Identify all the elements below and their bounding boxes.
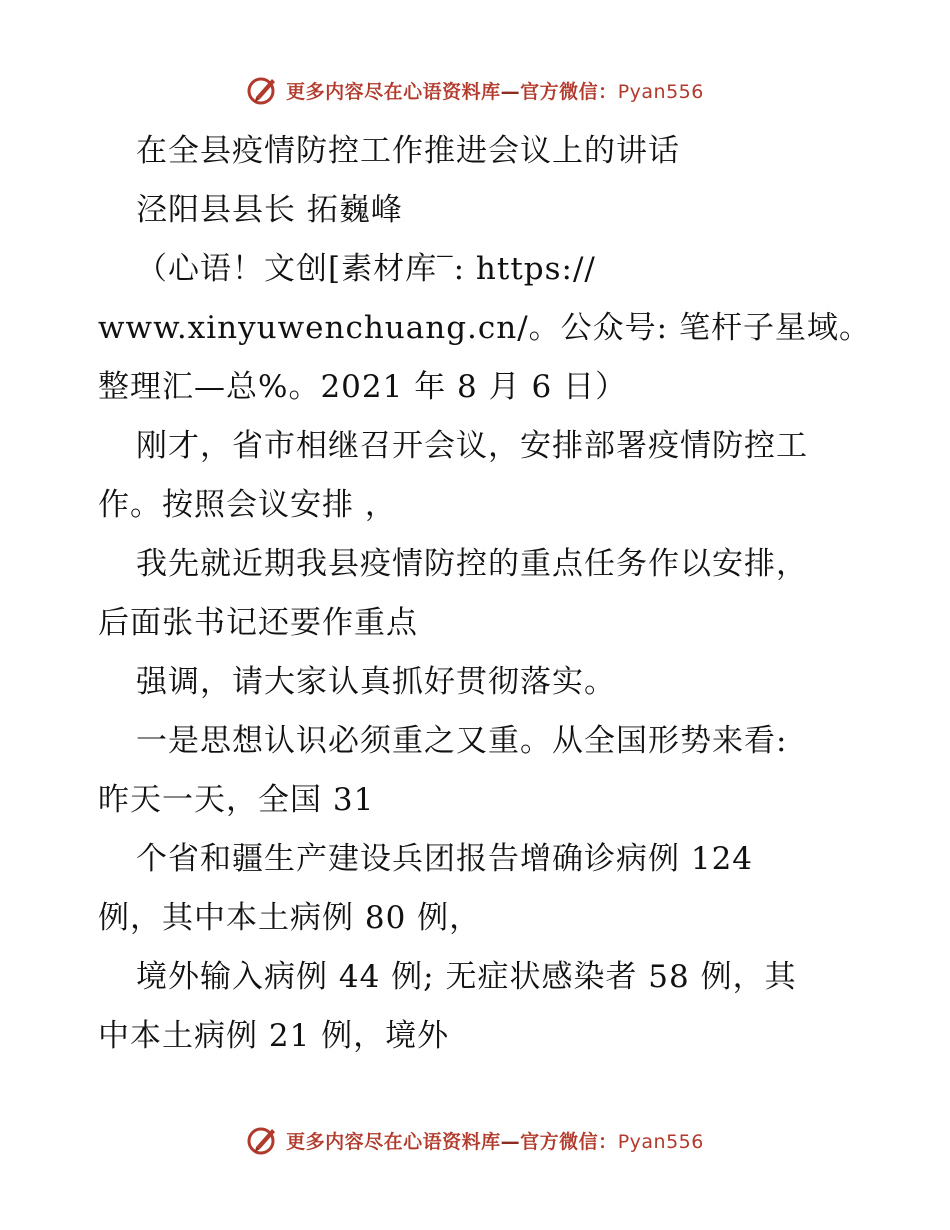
text-line: 整理汇—总%。2021 年 8 月 6 日） xyxy=(98,369,628,405)
watermark-separator: — xyxy=(500,1130,521,1153)
watermark-text xyxy=(286,77,704,104)
quill-pen-icon xyxy=(246,73,280,107)
header-watermark-banner xyxy=(0,70,950,110)
watermark-wechat-label: 官方微信： xyxy=(520,80,618,103)
text-line: 个省和疆生产建设兵团报告增确诊病例 124 xyxy=(136,841,754,877)
text-line: 昨天一天，全国 31 xyxy=(98,782,375,818)
text-line: 后面张书记还要作重点 xyxy=(98,605,418,641)
footer-watermark-banner xyxy=(0,1120,950,1160)
text-line: 一是思想认识必须重之又重。从全国形势来看: xyxy=(136,723,788,759)
text-line: 作。按照会议安排 ， xyxy=(98,487,397,523)
watermark-site-text: 更多内容尽在心语资料库 xyxy=(286,80,501,103)
watermark-text xyxy=(286,1127,704,1154)
text-line: 刚才，省市相继召开会议，安排部署疫情防控工 xyxy=(136,428,808,464)
text-line: 中本土病例 21 例，境外 xyxy=(98,1018,450,1054)
text-line: 境外输入病例 44 例; 无症状感染者 58 例，其 xyxy=(136,959,797,995)
text-line: www.xinyuwenchuang.cn/。公众号: 笔杆子星域。 xyxy=(98,310,871,346)
watermark-site-text: 更多内容尽在心语资料库 xyxy=(286,1130,501,1153)
document-title: 在全县疫情防控工作推进会议上的讲话 xyxy=(136,133,680,169)
watermark-wechat-label: 官方微信： xyxy=(520,1130,618,1153)
quill-pen-icon xyxy=(246,1123,280,1157)
text-line: 我先就近期我县疫情防控的重点任务作以安排， xyxy=(136,546,808,582)
text-line: 例，其中本土病例 80 例， xyxy=(98,900,482,936)
text-line: 强调，请大家认真抓好贯彻落实。 xyxy=(136,664,616,700)
text-line: （心语！文创[素材库‾: https:// xyxy=(136,251,596,287)
speaker-line: 泾阳县县长 拓巍峰 xyxy=(136,192,403,228)
watermark-wechat-id: Pyan556 xyxy=(617,80,704,103)
document-body xyxy=(98,122,871,1066)
watermark-wechat-id: Pyan556 xyxy=(617,1130,704,1153)
watermark-separator: — xyxy=(500,80,521,103)
